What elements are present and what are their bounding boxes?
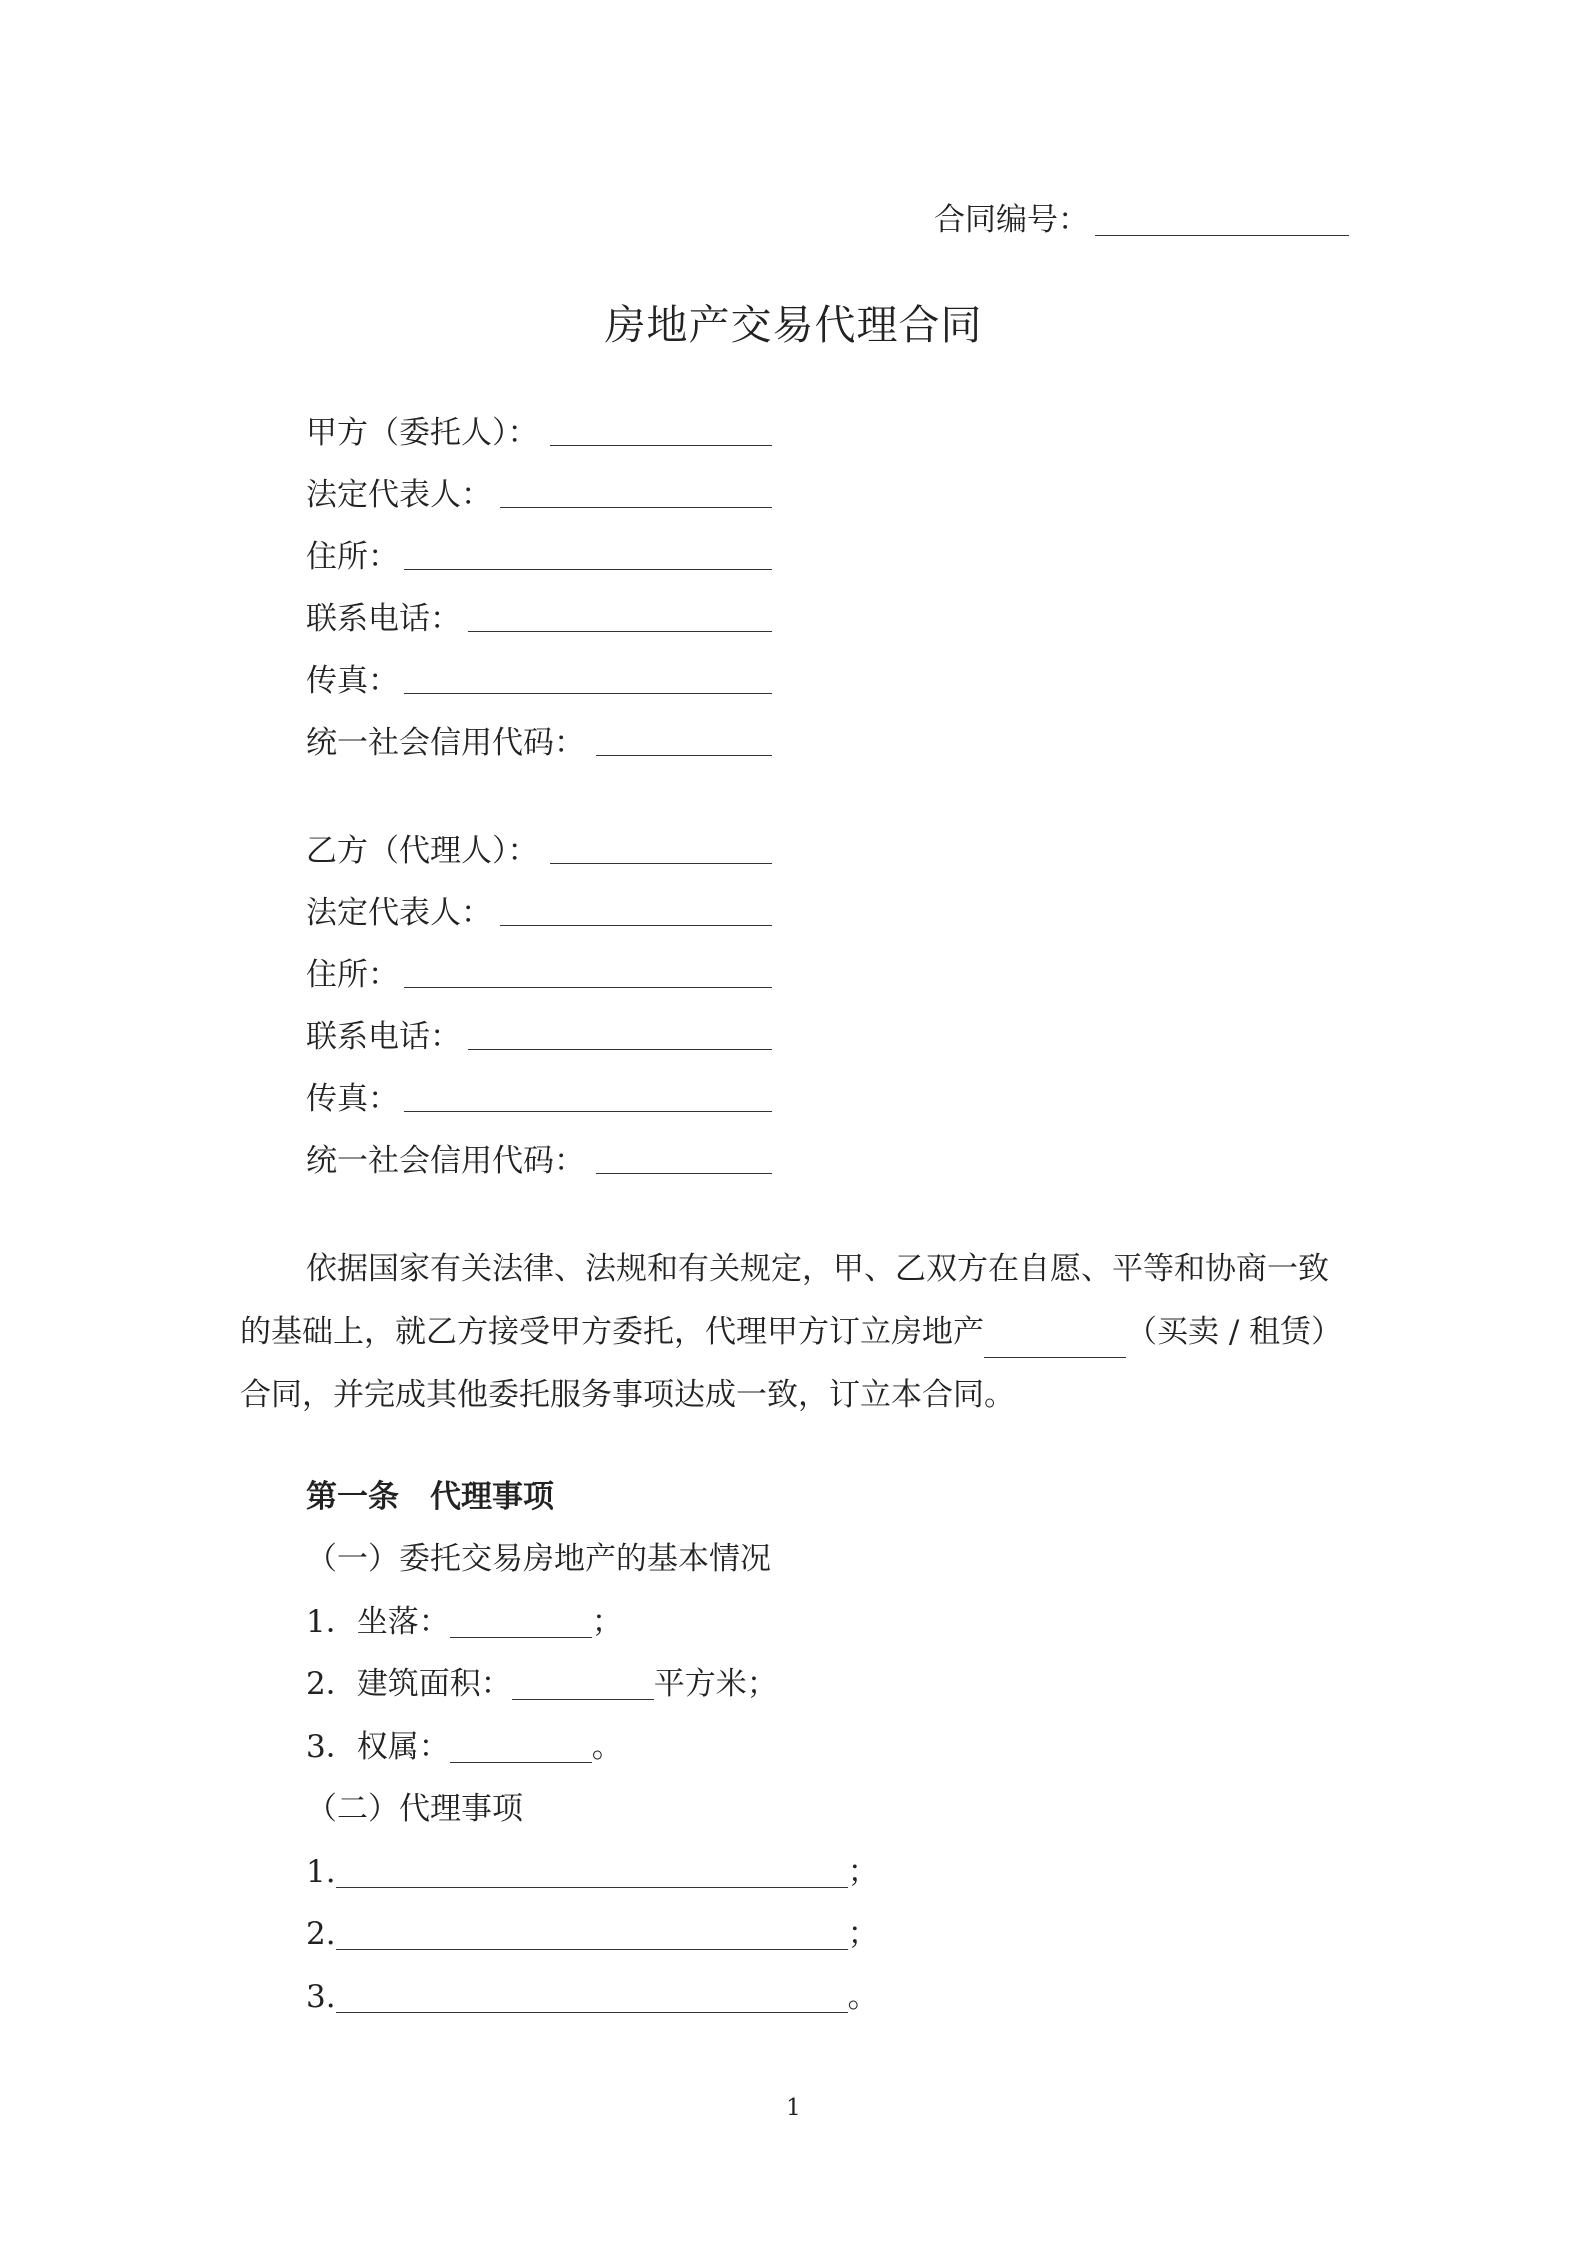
property-location-blank[interactable] <box>450 1603 592 1638</box>
party-a-legal-rep-field <box>306 473 772 517</box>
document-title: 房地产交易代理合同 <box>604 301 983 349</box>
property-location-label: 1．坐落： <box>306 1604 450 1640</box>
agency-item-1-blank[interactable] <box>336 1853 848 1888</box>
party-b-legal-rep-field <box>306 891 772 935</box>
party-b-legal-rep-blank[interactable] <box>500 891 772 926</box>
ownership-label: 3．权属： <box>306 1729 450 1765</box>
party-b-fax-field <box>306 1077 772 1121</box>
party-b-address-label: 住所： <box>306 957 399 993</box>
party-a-fax-label: 传真： <box>306 663 399 699</box>
party-b-fax-blank[interactable] <box>404 1077 772 1112</box>
preamble-line-2-text: 的基础上，就乙方接受甲方委托，代理甲方订立房地产 <box>240 1314 984 1350</box>
party-b-name-blank[interactable] <box>550 829 772 864</box>
party-b-phone-blank[interactable] <box>468 1015 772 1050</box>
agency-item-3-end: 。 <box>847 1979 879 2015</box>
preamble-line-1-text: 依据国家有关法律、法规和有关规定，甲、乙双方在自愿、平等和协商一致 <box>306 1251 1329 1287</box>
agency-item-3-number: 3. <box>306 1979 336 2015</box>
contract-number-label: 合同编号： <box>934 202 1089 238</box>
party-a-fax-blank[interactable] <box>404 659 772 694</box>
preamble-line-3 <box>240 1364 1356 1427</box>
party-b-name-field <box>306 829 772 873</box>
party-a-phone-label: 联系电话： <box>306 601 461 637</box>
party-b-credit-code-label: 统一社会信用代码： <box>306 1143 585 1179</box>
ownership-blank[interactable] <box>450 1728 592 1763</box>
property-location-item <box>306 1600 623 1644</box>
party-a-name-blank[interactable] <box>550 411 772 446</box>
party-b-heading: 乙方（代理人）： <box>306 833 539 869</box>
party-a-phone-field <box>306 597 772 641</box>
party-a-legal-rep-blank[interactable] <box>500 473 772 508</box>
party-a-phone-blank[interactable] <box>468 597 772 632</box>
agency-item-2-number: 2. <box>306 1916 336 1952</box>
property-location-end: ； <box>591 1604 623 1640</box>
party-a-address-label: 住所： <box>306 539 399 575</box>
agency-item-3 <box>306 1975 879 2019</box>
agency-item-3-blank[interactable] <box>336 1978 848 2013</box>
ownership-end: 。 <box>591 1729 623 1765</box>
agency-item-2-blank[interactable] <box>336 1915 848 1950</box>
party-b-legal-rep-label: 法定代表人： <box>306 895 492 931</box>
transaction-type-options: （买卖 / 租赁） <box>1126 1314 1343 1350</box>
building-area-blank[interactable] <box>512 1665 654 1700</box>
building-area-unit: 平方米； <box>653 1666 778 1702</box>
party-a-credit-code-field <box>306 721 772 765</box>
contract-number <box>934 198 1349 242</box>
transaction-type-blank[interactable] <box>984 1323 1126 1358</box>
building-area-item <box>306 1662 778 1706</box>
ownership-item <box>306 1725 623 1769</box>
party-b-credit-code-field <box>306 1139 772 1183</box>
party-a-heading: 甲方（委托人）： <box>306 415 539 451</box>
agency-item-2 <box>306 1912 879 1956</box>
party-b-credit-code-blank[interactable] <box>596 1139 772 1174</box>
page-number: 1 <box>786 2095 801 2121</box>
preamble-line-3-text: 合同，并完成其他委托服务事项达成一致，订立本合同。 <box>240 1377 1015 1413</box>
section-1-title-text: （一）委托交易房地产的基本情况 <box>306 1541 771 1577</box>
building-area-label: 2．建筑面积： <box>306 1666 512 1702</box>
agency-item-1-number: 1. <box>306 1854 336 1890</box>
party-a-name-field <box>306 411 772 455</box>
agency-item-1 <box>306 1850 879 1894</box>
section-2-title-text: （二）代理事项 <box>306 1791 523 1827</box>
party-b-address-field <box>306 953 772 997</box>
contract-number-blank[interactable] <box>1095 201 1349 236</box>
article-1-title: 第一条 代理事项 <box>306 1479 554 1515</box>
party-a-credit-code-label: 统一社会信用代码： <box>306 725 585 761</box>
party-a-credit-code-blank[interactable] <box>596 721 772 756</box>
agency-item-1-end: ； <box>847 1854 879 1890</box>
agency-item-2-end: ； <box>847 1916 879 1952</box>
party-b-address-blank[interactable] <box>404 953 772 988</box>
section-1-title <box>306 1537 771 1581</box>
party-a-address-field <box>306 535 772 579</box>
party-a-address-blank[interactable] <box>404 535 772 570</box>
party-a-legal-rep-label: 法定代表人： <box>306 477 492 513</box>
party-b-fax-label: 传真： <box>306 1081 399 1117</box>
preamble-line-2 <box>240 1301 1356 1364</box>
section-2-title <box>306 1787 523 1831</box>
party-a-fax-field <box>306 659 772 703</box>
party-b-phone-label: 联系电话： <box>306 1019 461 1055</box>
preamble-paragraph <box>240 1238 1356 1427</box>
preamble-line-1 <box>240 1238 1356 1301</box>
party-b-phone-field <box>306 1015 772 1059</box>
